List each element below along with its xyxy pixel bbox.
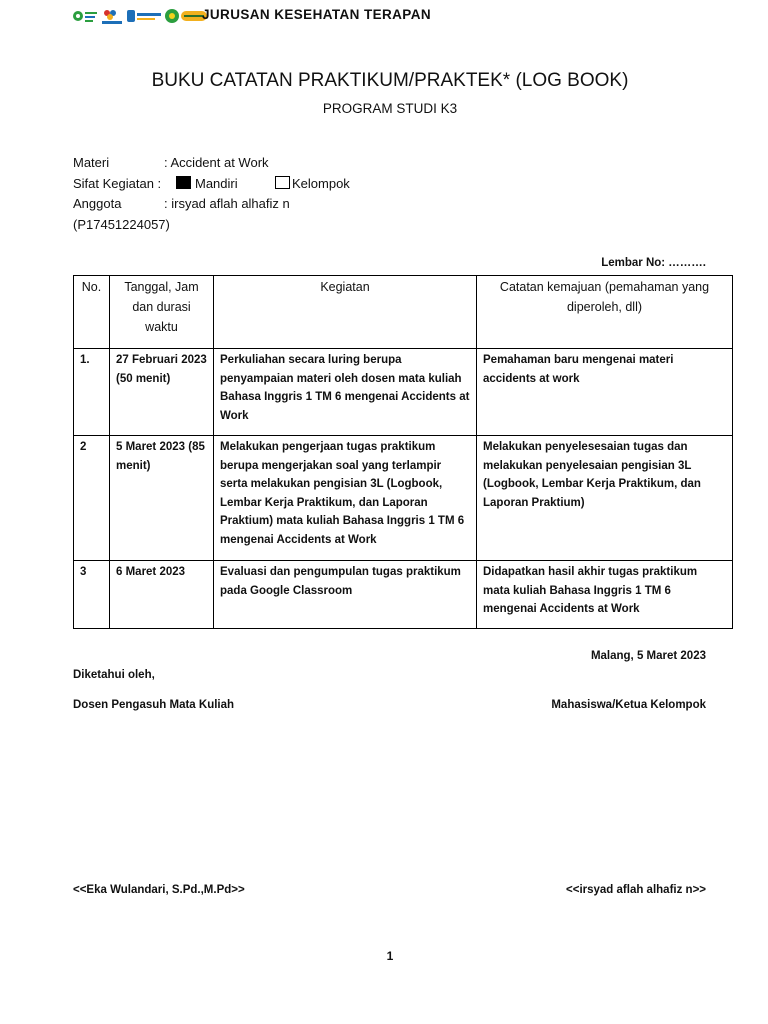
place-date: Malang, 5 Maret 2023 <box>590 650 706 662</box>
header-progress: Catatan kemajuan (pemahaman yang diperoleh, dll) <box>477 276 733 349</box>
sheet-number: Lembar No: ………. <box>601 257 706 269</box>
row-date: 6 Maret 2023 <box>110 561 214 629</box>
student-id: (P17451224057) <box>73 217 170 232</box>
lecturer-role: Dosen Pengasuh Mata Kuliah <box>73 699 235 711</box>
table-row <box>74 436 733 561</box>
header-date: Tanggal, Jam dan durasi waktu <box>110 276 214 349</box>
page-number: 1 <box>386 949 394 963</box>
row-no: 3 <box>74 561 110 629</box>
log-table <box>73 275 733 629</box>
header-logos <box>72 6 208 26</box>
row-progress: Pemahaman baru mengenai materi accidents at work <box>477 349 733 436</box>
checkbox-checked-icon <box>176 176 191 189</box>
kemenkes-logo <box>72 7 98 25</box>
header-no: No. <box>74 276 110 349</box>
row-progress: Didapatkan hasil akhir tugas praktikum mata kuliah Bahasa Inggris 1 TM 6 mengenai Accidents at Work <box>477 561 733 629</box>
option-mandiri-label: Mandiri <box>195 176 238 191</box>
row-no: 1. <box>74 349 110 436</box>
table-header-row <box>74 276 733 349</box>
germas-logo <box>100 7 124 25</box>
row-no: 2 <box>74 436 110 561</box>
row-date: 27 Februari 2023 (50 menit) <box>110 349 214 436</box>
sifat-label: Sifat Kegiatan : <box>73 176 162 191</box>
materi-label: Materi <box>73 155 110 170</box>
document-subtitle: PROGRAM STUDI K3 <box>322 101 458 116</box>
student-name: <<irsyad aflah alhafiz n>> <box>566 884 706 896</box>
option-kelompok <box>275 176 350 191</box>
lecturer-name: <<Eka Wulandari, S.Pd.,M.Pd>> <box>73 884 245 896</box>
materi-value: : Accident at Work <box>164 155 269 170</box>
anggota-value: : irsyad aflah alhafiz n <box>164 196 290 211</box>
student-role: Mahasiswa/Ketua Kelompok <box>551 699 706 711</box>
header-title: JURUSAN KESEHATAN TERAPAN <box>202 7 432 22</box>
table-row <box>74 561 733 629</box>
table-row <box>74 349 733 436</box>
checkbox-empty-icon <box>275 176 290 189</box>
anggota-label: Anggota <box>73 196 122 211</box>
row-progress: Melakukan penyelesesaian tugas dan melakukan penyelesaian pengisian 3L (Logbook, Lembar Kerja Praktikum, dan Laporan Praktium) <box>477 436 733 561</box>
blu-logo <box>126 7 162 25</box>
header-activity: Kegiatan <box>214 276 477 349</box>
option-mandiri <box>176 176 238 191</box>
document-title: BUKU CATATAN PRAKTIKUM/PRAKTEK* (LOG BOOK) <box>151 70 629 91</box>
known-by: Diketahui oleh, <box>73 669 155 681</box>
row-activity: Melakukan pengerjaan tugas praktikum berupa mengerjakan soal yang terlampir serta melakukan pengisian 3L (Logbook, Lembar Kerja Praktikum, dan Laporan Praktium) mata kuliah Bahasa Inggris 1 TM 6 mengenai Accidents at Work <box>214 436 477 561</box>
row-date: 5 Maret 2023 (85 menit) <box>110 436 214 561</box>
row-activity: Perkuliahan secara luring berupa penyampaian materi oleh dosen mata kuliah Bahasa Inggris 1 TM 6 mengenai Accidents at Work <box>214 349 477 436</box>
row-activity: Evaluasi dan pengumpulan tugas praktikum pada Google Classroom <box>214 561 477 629</box>
option-kelompok-label: Kelompok <box>292 176 350 191</box>
